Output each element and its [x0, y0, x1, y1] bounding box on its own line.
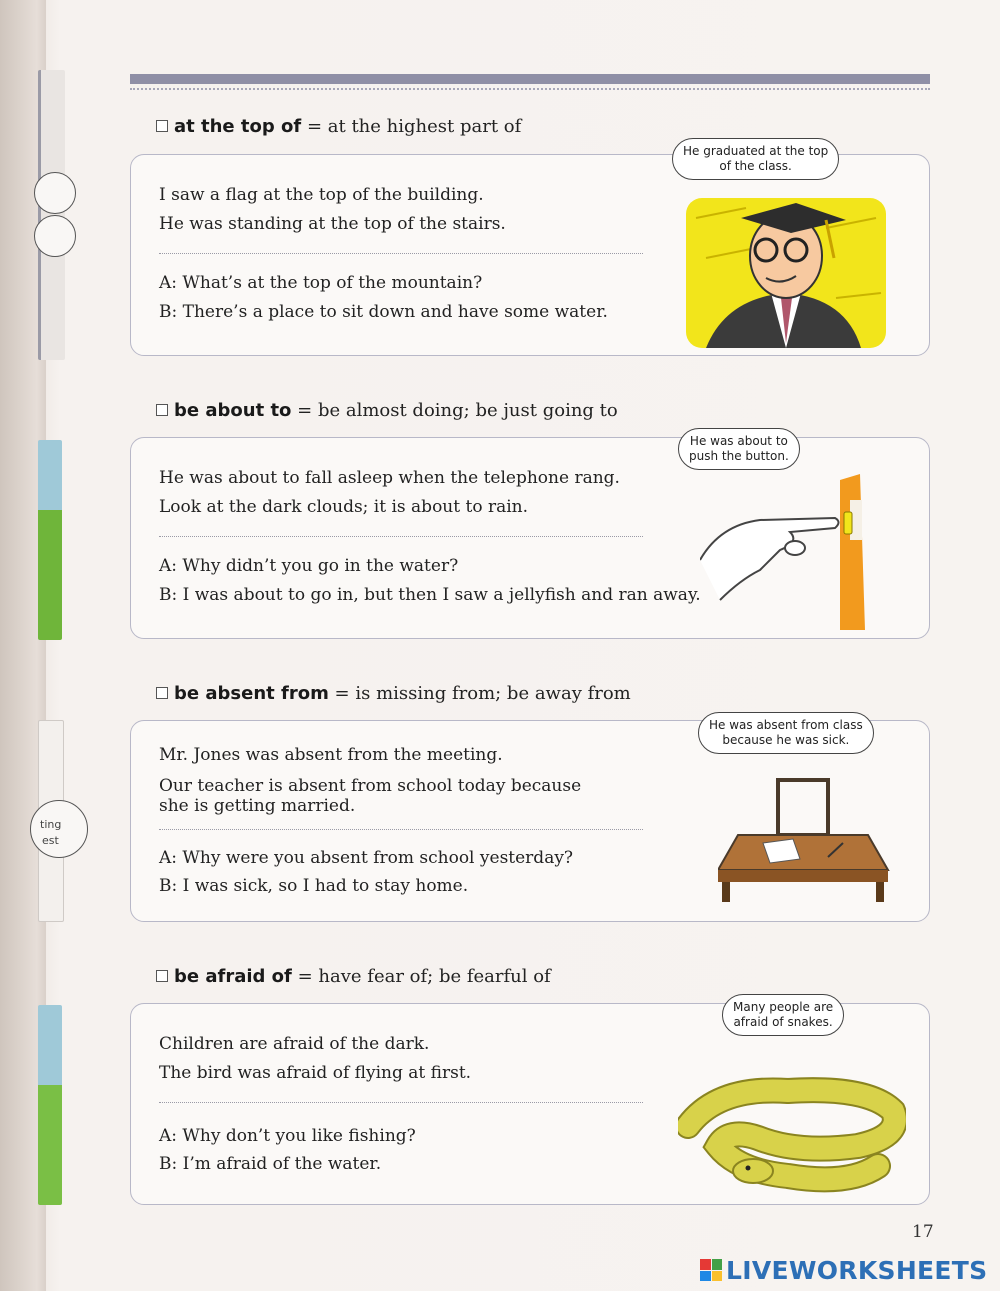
- graduate-illustration: [686, 198, 886, 348]
- speech-bubble: [722, 994, 844, 1036]
- previous-page-snippet: est: [42, 834, 59, 847]
- example-sentence: He was standing at the top of the stairs.: [159, 214, 506, 234]
- dialogue-line: A: Why were you absent from school yesterday?: [159, 848, 574, 868]
- bubble-line: because he was sick.: [722, 733, 850, 747]
- phrase-section: [130, 683, 930, 928]
- phrase-term: be absent from: [174, 683, 329, 704]
- liveworksheets-logo[interactable]: [700, 1255, 987, 1285]
- example-sentence: Mr. Jones was absent from the meeting.: [159, 745, 503, 765]
- header-dotted-rule: [130, 88, 930, 90]
- bubble-line: push the button.: [689, 449, 789, 463]
- bubble-line: of the class.: [719, 159, 792, 173]
- phrase-definition: = be almost doing; be just going to: [291, 400, 618, 421]
- dotted-separator: [159, 536, 643, 537]
- dialogue-line: A: What’s at the top of the mountain?: [159, 273, 483, 293]
- speech-bubble: [672, 138, 839, 180]
- phrase-section: [130, 116, 930, 361]
- bubble-line: He was about to: [689, 434, 788, 448]
- example-sentence: The bird was afraid of flying at first.: [159, 1063, 472, 1083]
- dotted-separator: [159, 829, 643, 830]
- bubble-line: Many people are: [733, 1000, 834, 1014]
- checkbox-icon: [156, 404, 168, 416]
- snake-illustration: [678, 1076, 906, 1194]
- dialogue-line: B: I was sick, so I had to stay home.: [159, 876, 469, 896]
- page-number: 17: [912, 1222, 934, 1242]
- phrase-section: [130, 966, 930, 1211]
- phrase-term: at the top of: [174, 116, 302, 137]
- dotted-separator: [159, 253, 643, 254]
- finger-button-illustration: [700, 470, 885, 635]
- example-sentence: Look at the dark clouds; it is about to rain.: [159, 497, 529, 517]
- phrase-term: be about to: [174, 400, 292, 421]
- dialogue-line: B: I’m afraid of the water.: [159, 1154, 382, 1174]
- dialogue-line: A: Why don’t you like fishing?: [159, 1126, 416, 1146]
- checkbox-icon: [156, 970, 168, 982]
- dotted-separator: [159, 1102, 643, 1103]
- checkbox-icon: [156, 120, 168, 132]
- phrase-heading: [156, 683, 631, 704]
- dialogue-line: B: I was about to go in, but then I saw a jellyfish and ran away.: [159, 585, 701, 605]
- dialogue-line: A: Why didn’t you go in the water?: [159, 556, 459, 576]
- example-sentence: Children are afraid of the dark.: [159, 1034, 430, 1054]
- phrase-heading: [156, 116, 521, 137]
- header-bar: [130, 74, 930, 84]
- bubble-line: afraid of snakes.: [733, 1015, 833, 1029]
- phrase-heading: [156, 966, 551, 987]
- phrase-definition: = is missing from; be away from: [328, 683, 631, 704]
- phrase-heading: [156, 400, 618, 421]
- bubble-line: He was absent from class: [709, 718, 863, 732]
- previous-page-illustration: [38, 440, 62, 640]
- previous-page-bubble: [34, 172, 76, 214]
- brand-name: LIVEWORKSHEETS: [726, 1255, 988, 1285]
- speech-bubble: [698, 712, 874, 754]
- checkbox-icon: [156, 687, 168, 699]
- brand-logo-icon: [700, 1259, 722, 1281]
- dialogue-line: B: There’s a place to sit down and have some water.: [159, 302, 608, 322]
- phrase-term: be afraid of: [174, 966, 292, 987]
- phrase-definition: = at the highest part of: [301, 116, 522, 137]
- previous-page-snippet: ting: [40, 818, 62, 831]
- bubble-line: He graduated at the top: [683, 144, 829, 158]
- example-sentence: Our teacher is absent from school today because: [159, 776, 582, 796]
- phrase-section: [130, 400, 930, 645]
- example-sentence: I saw a flag at the top of the building.: [159, 185, 484, 205]
- example-sentence: He was about to fall asleep when the telephone rang.: [159, 468, 620, 488]
- example-sentence: she is getting married.: [159, 796, 356, 816]
- speech-bubble: [678, 428, 800, 470]
- previous-page-bubble: [34, 215, 76, 257]
- empty-desk-illustration: [718, 775, 894, 905]
- phrase-definition: = have fear of; be fearful of: [291, 966, 551, 987]
- previous-page-illustration: [38, 1005, 62, 1205]
